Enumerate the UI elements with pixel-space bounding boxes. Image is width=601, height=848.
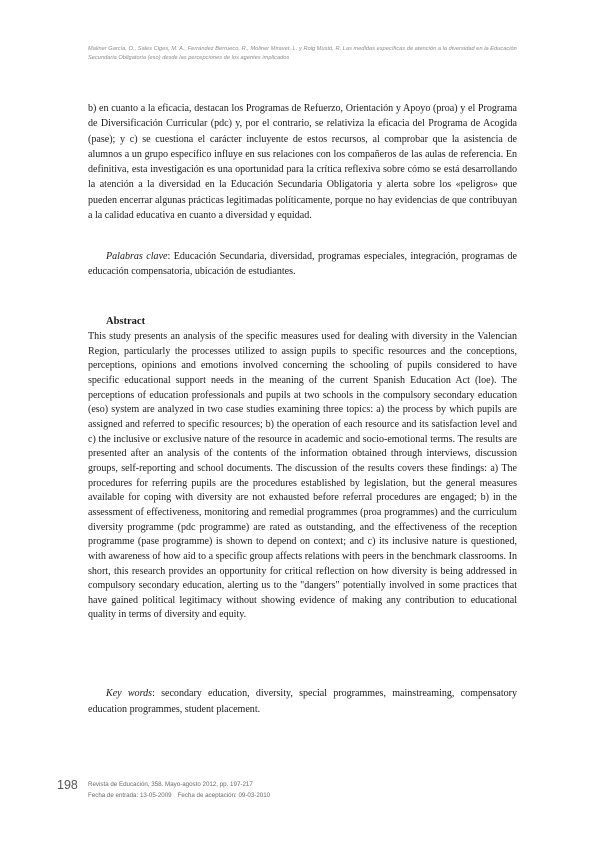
running-head-title-line: Secundaria Obligatoria (eso) desde las percepciones de los agentes implicados <box>88 55 290 61</box>
footer <box>88 780 270 801</box>
footer-received: Fecha de entrada: 13-05-2009 <box>88 791 172 799</box>
resumen-paragraph: b) en cuanto a la eficacia, destacan los Programas de Refuerzo, Orientación y Apoyo (proa) y el Programa de Diversificación Curricular (pdc) y, por el contrario, se relativiza la eficacia del Programa de Acogida (pase); y c) se cuestiona el carácter incluyente de estos recursos, al comprobar que la asistencia de alumnos a un grupo específico influye en sus relaciones con los compañeros de las aulas de referencia. En definitiva, esta investigación es una oportunidad para la crítica reflexiva sobre cómo se está desarrollando la atención a la diversidad en la Educación Secundaria Obligatoria y alerta sobre los «peligros» que pueden encerrar algunas prácticas legitimadas políticamente, porque no hay evidencias de que contribuyan a la calidad educativa en cuanto a diversidad y equidad. <box>88 103 517 222</box>
palabras-clave-text: : Educación Secundaria, diversidad, programas especiales, integración, programas de educación compensatoria, ubicación de estudiantes. <box>88 251 517 278</box>
key-words-text: : secondary education, diversity, special programmes, mainstreaming, compensatory education programmes, student placement. <box>88 688 518 715</box>
running-head <box>88 45 528 63</box>
palabras-clave-paragraph <box>88 249 517 280</box>
abstract-paragraph: This study presents an analysis of the specific measures used for dealing with diversity in the Valencian Region, particularly the processes utilized to assign pupils to specific resources and the conceptions, perceptions, opinions and emotions involved concerning the schooling of pupils considered to have specific educational support needs in the meaning of the current Spanish Education Act (loe). The perceptions of education professionals and pupils at two schools in the compulsory secondary education (eso) system are analyzed in two case studies examining three topics: a) the process by which pupils are assigned and referred to specific resources; b) the operation of each resource and its satisfaction level and c) the inclusive or exclusive nature of the resource in academic and socio-emotional terms. The results are presented after an analysis of the contents of the information obtained through interviews, discussion groups, self-reporting and school documents. The discussion of the results covers these findings: a) The procedures for referring pupils are the procedures established by legislation, but the general measures available for coping with diversity are not exhausted before referral procedures are engaged; b) in the assessment of effectiveness, monitoring and remedial programmes (proa programmes) and the curriculum diversity programme (pdc programme) are rated as outstanding, and the effectiveness of the reception programme (pase programme) is shown to depend on context; and c) its inclusive nature is questioned, with awareness of how aid to a specific group affects relations with peers in the benchmark classrooms. In short, this research provides an opportunity for critical reflection on how diversity is being addressed in compulsory secondary education, alerting us to the "dangers" potentially involved in some practices that have gained political legitimacy without showing evidence of making any contribution to educational quality in terms of diversity and equity. <box>88 331 517 621</box>
footer-dates <box>88 791 270 802</box>
footer-accepted: Fecha de aceptación: 09-03-2010 <box>177 791 271 799</box>
running-head-authors-line: Maliner García, O., Sales Ciges, M. A., Ferrández Berrueco, R., Moliner Miravet, L. y Roig Mustó, R. Las medidas específicas de atención a la diversidad en la Educación <box>88 46 517 52</box>
palabras-clave-label: Palabras clave <box>106 251 168 262</box>
key-words-paragraph <box>88 686 517 718</box>
key-words-label: Key words <box>106 688 153 699</box>
abstract-heading: Abstract <box>106 316 146 327</box>
footer-journal: Revista de Educación, 358. Mayo-agosto 2012, pp. 197-217 <box>88 781 253 788</box>
page-number: 198 <box>57 778 78 792</box>
